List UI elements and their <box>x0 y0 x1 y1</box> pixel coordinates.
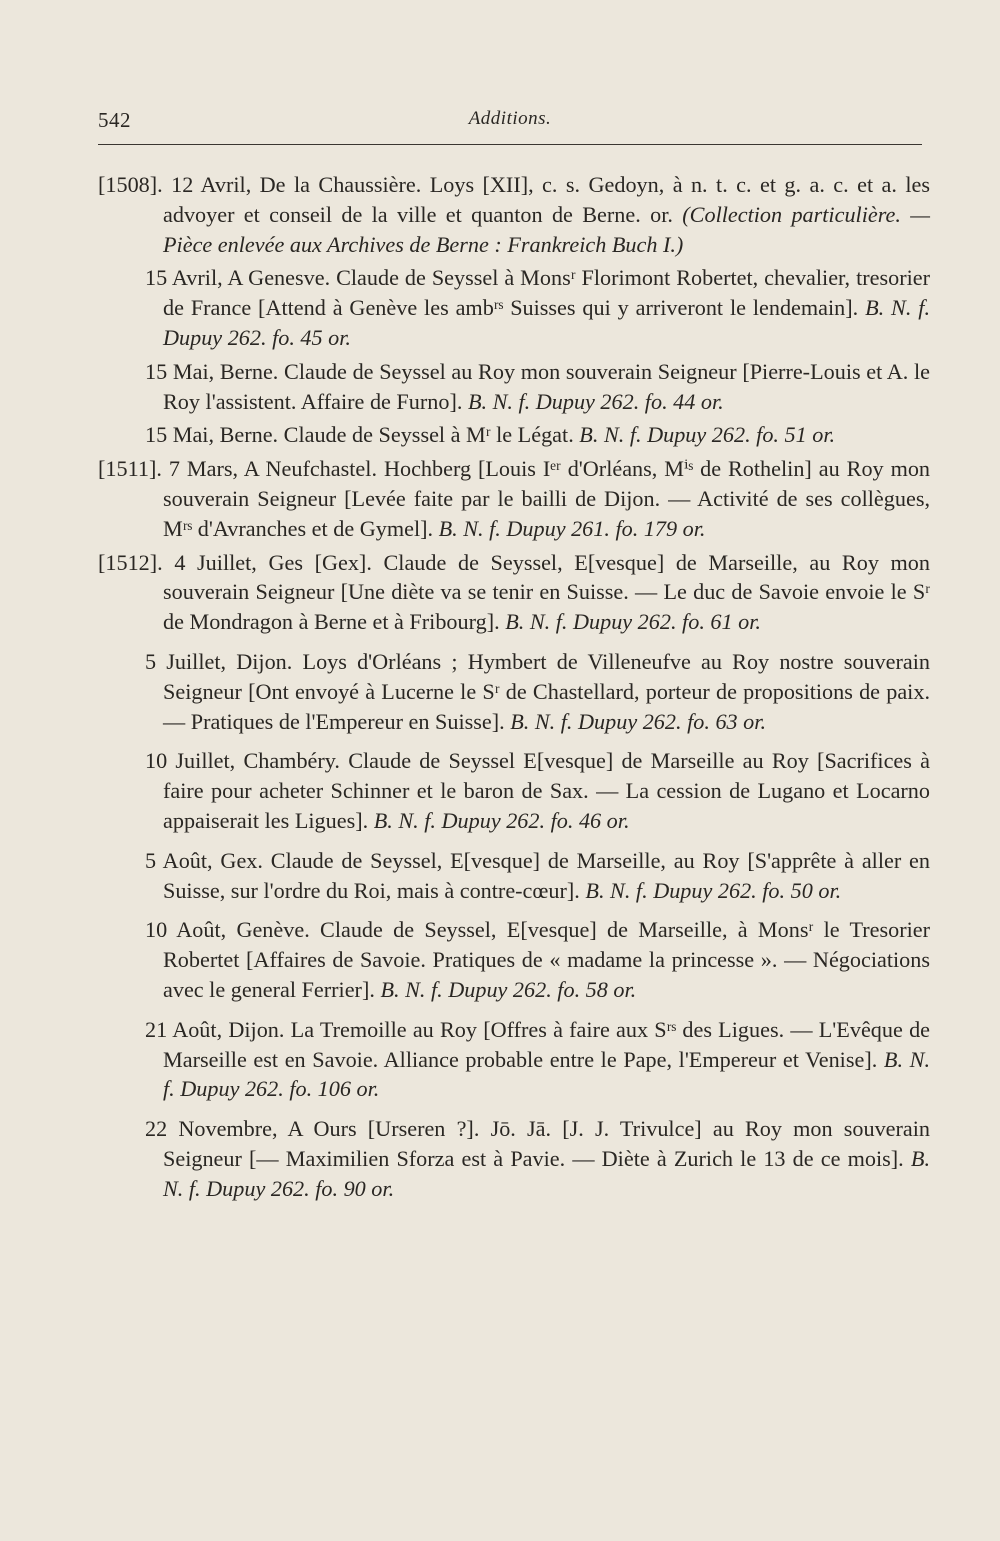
entry-year: [1508]. <box>98 172 163 197</box>
entry-body: Claude de Seyssel E[vesque] de Marseille au Roy [Sacrifices à faire pour acheter Schinner et le baron de Sax. — La cession de Lugano et Locarno appaiserait les Ligues]. <box>163 748 930 833</box>
entry-date: 12 Avril, De la Chaussière. <box>171 172 422 197</box>
entry-1508-05-15-b <box>98 420 930 450</box>
entry-reference: B. N. f. Dupuy 262. fo. 51 or. <box>579 422 836 448</box>
entry-reference: B. N. f. Dupuy 262. fo. 63 or. <box>510 708 766 734</box>
entry-date: 15 Mai, Berne. <box>145 422 279 448</box>
entry-body: Loys d'Orléans ; Hymbert de Villeneufve au Roy nostre souverain Seigneur [Ont envoyé à Lucerne le Sʳ de Chastellard, porteur de propositions de paix. — Pratiques de l'Empereur en Suisse]. <box>163 648 930 734</box>
entry-date: 10 Août, Genève. <box>145 917 310 943</box>
entry-date: 15 Avril, A Genesve. <box>145 265 331 291</box>
page-number: 542 <box>98 108 131 132</box>
entry-body: Claude de Seyssel au Roy mon souverain Seigneur [Pierre-Louis et A. le Roy l'assistent. Affaire de Furno]. <box>163 358 931 414</box>
entry-1511-03-07 <box>98 454 930 543</box>
entry-reference: (Collection particulière. — Pièce enlevée aux Archives de Berne : Frankreich Buch I.) <box>163 201 930 257</box>
entry-1512-08-10 <box>98 915 930 1004</box>
entry-date: 15 Mai, Berne. <box>145 358 279 384</box>
entry-1512-07-10 <box>98 746 930 835</box>
entry-1512-07-05 <box>98 647 930 736</box>
running-title: Additions. <box>468 108 552 129</box>
entry-body: La Tremoille au Roy [Offres à faire aux Sʳˢ des Ligues. — L'Evêque de Marseille est en Savoie. Alliance probable entre le Pape, l'Empereur et Venise]. <box>163 1016 931 1072</box>
entry-date: 7 Mars, A Neufchastel. <box>168 456 377 482</box>
entry-1508-04-12 <box>98 170 930 259</box>
entry-reference: B. N. f. Dupuy 262. fo. 90 or. <box>163 1145 931 1201</box>
entry-reference: B. N. f. Dupuy 262. fo. 58 or. <box>380 976 637 1002</box>
entry-reference: B. N. f. Dupuy 262. fo. 50 or. <box>585 877 842 903</box>
entry-date: 5 Août, Gex. <box>145 847 263 873</box>
entry-body: Hochberg [Louis Iᵉʳ d'Orléans, Mⁱˢ de Rothelin] au Roy mon souverain Seigneur [Levée faite par le bailli de Dijon. — Activité de ses collègues, Mʳˢ d'Avranches et de Gymel]. <box>163 456 931 541</box>
entry-date: 22 Novembre, A Ours [Urseren ?]. <box>145 1116 480 1142</box>
entry-year: [1512]. <box>98 549 163 575</box>
entry-date: 4 Juillet, Ges [Gex]. <box>174 549 372 575</box>
entry-1512-08-05 <box>98 846 930 906</box>
entry-date: 21 Août, Dijon. <box>145 1016 285 1042</box>
entry-reference: B. N. f. Dupuy 262. fo. 61 or. <box>505 609 761 635</box>
header-rule <box>98 144 922 145</box>
entry-body: Claude de Seyssel, E[vesque] de Marseille, au Roy mon souverain Seigneur [Une diète va se tenir en Suisse. — Le duc de Savoie envoie le Sʳ de Mondragon à Berne et à Fribourg]. <box>163 549 930 635</box>
entries-list <box>98 170 930 1208</box>
entry-year: [1511]. <box>98 456 162 482</box>
entry-reference: B. N. f. Dupuy 261. fo. 179 or. <box>438 515 706 541</box>
entry-reference: B. N. f. Dupuy 262. fo. 45 or. <box>163 295 930 350</box>
entry-body: Claude de Seyssel à Monsʳ Florimont Robertet, chevalier, tresorier de France [Attend à Genève les ambʳˢ Suisses qui y arriveront le lendemain]. <box>163 265 930 321</box>
entry-body: Loys [XII], c. s. Gedoyn, à n. t. c. et g. a. c. et a. les advoyer et conseil de la ville et quanton de Berne. or. <box>163 172 930 227</box>
entry-date: 10 Juillet, Chambéry. <box>145 748 340 774</box>
entry-reference: B. N. f. Dupuy 262. fo. 44 or. <box>467 388 724 414</box>
entry-reference: B. N. f. Dupuy 262. fo. 46 or. <box>373 807 630 833</box>
entry-body: Claude de Seyssel à Mʳ le Légat. <box>283 422 574 448</box>
entry-1508-05-15-a <box>98 357 930 417</box>
entry-1512-08-21 <box>98 1015 930 1104</box>
entry-body: Claude de Seyssel, E[vesque] de Marseille, à Monsʳ le Tresorier Robertet [Affaires de Savoie. Pratiques de « madame la princesse ». — Négociations avec le general Ferrier]. <box>163 917 931 1002</box>
entry-1512-11-22 <box>98 1114 930 1203</box>
entry-reference: B. N. f. Dupuy 262. fo. 106 or. <box>163 1046 930 1102</box>
entry-body: Claude de Seyssel, E[vesque] de Marseille, au Roy [S'apprête à aller en Suisse, sur l'ordre du Roi, mais à contre-cœur]. <box>163 847 930 903</box>
entry-date: 5 Juillet, Dijon. <box>145 648 293 674</box>
entry-1508-04-15 <box>98 263 930 352</box>
entry-body: Jō. Jā. [J. J. Trivulce] au Roy mon souverain Seigneur [— Maximilien Sforza est à Pavie. — Diète à Zurich le 13 de ce mois]. <box>163 1116 931 1171</box>
page-header <box>98 108 922 142</box>
entry-1512-07-04 <box>98 548 930 637</box>
